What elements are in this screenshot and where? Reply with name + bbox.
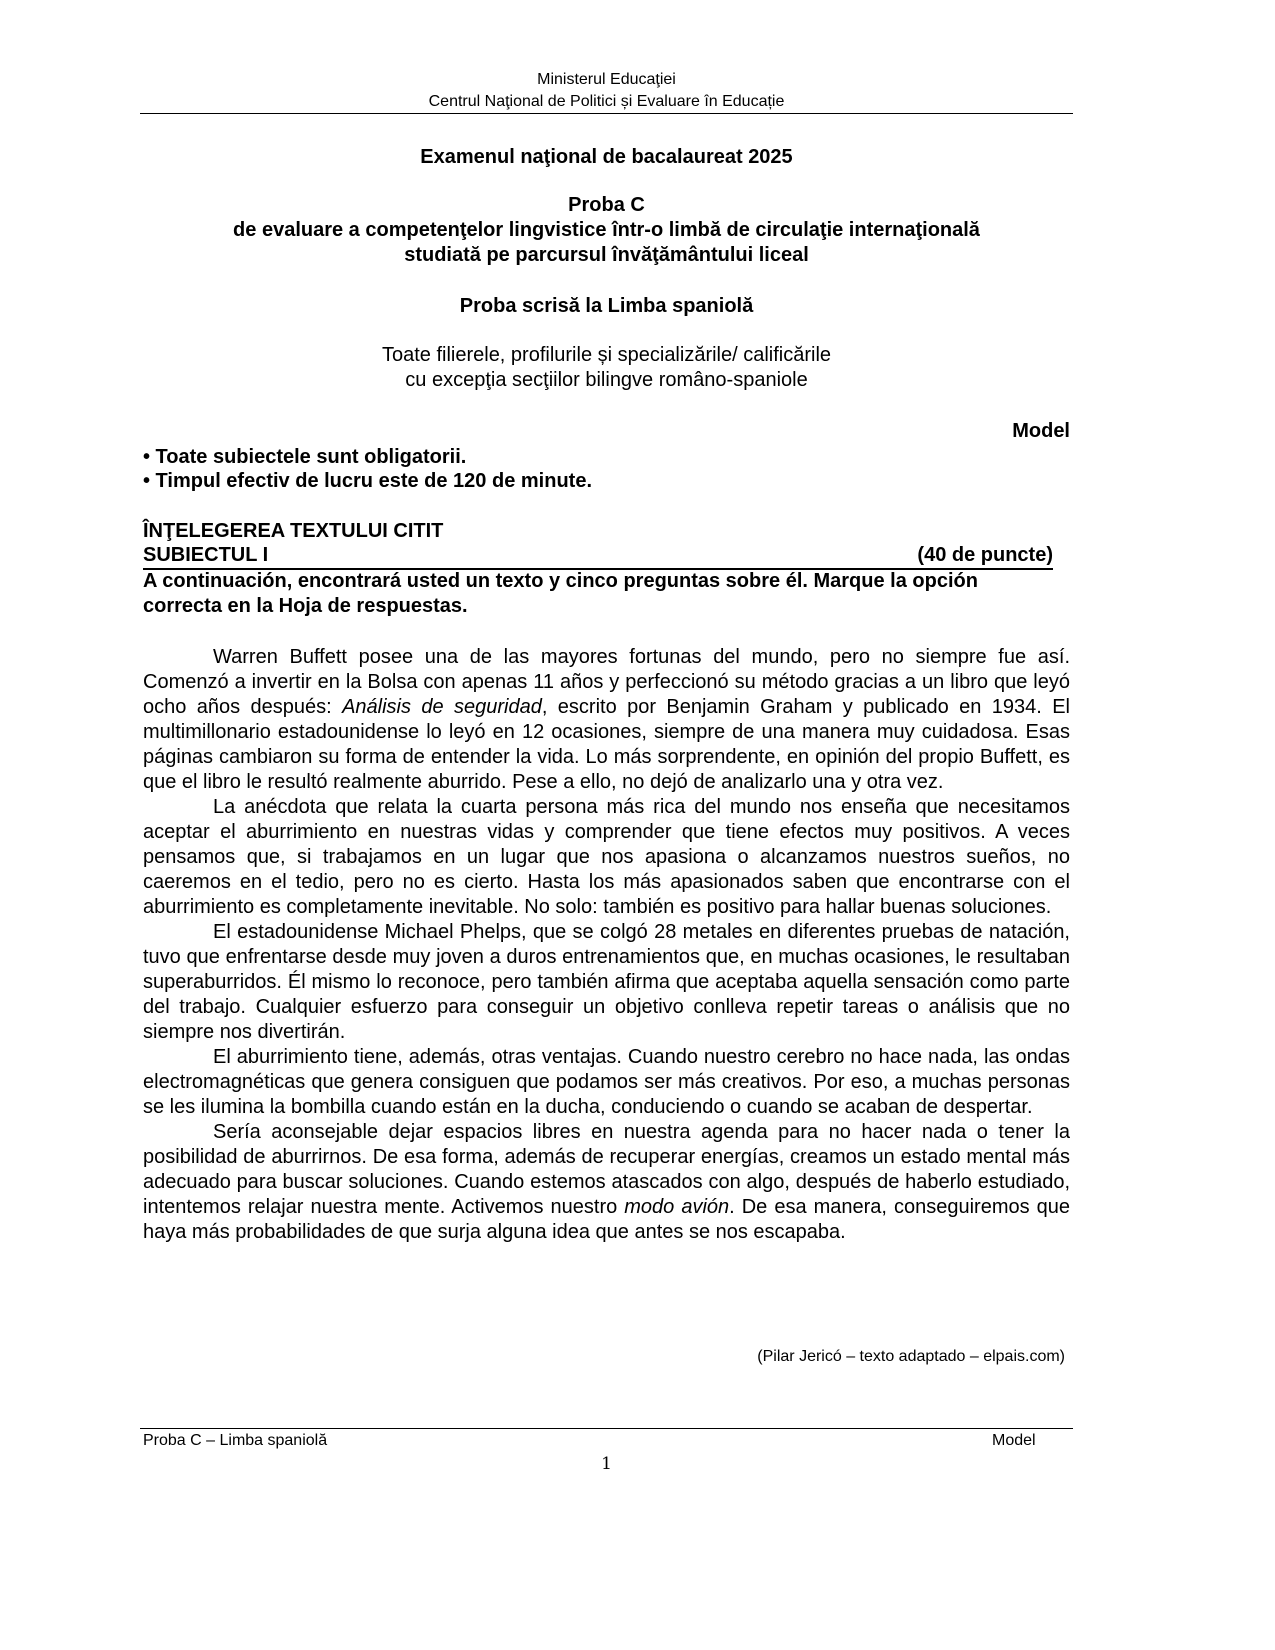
- text-segment: Warren Buffett posee una de las mayores fortunas del mundo, pero no siempre fue así. Comenzó a invertir en la Bolsa con apenas 11 años y perfeccionó su método gracias a un libro que leyó ocho años después:: [143, 646, 1070, 718]
- italic-phrase: modo avión: [624, 1196, 730, 1218]
- exam-title: Examenul naţional de bacalaureat 2025: [420, 146, 793, 168]
- ministry-name: Ministerul Educaţiei: [537, 71, 676, 88]
- scope-line-2: cu excepţia secţiilor bilingve româno-spaniole: [405, 369, 808, 391]
- subject-points: (40 de puncte): [917, 544, 1053, 566]
- paragraph-1: [143, 645, 1070, 795]
- subject-title: Proba scrisă la Limba spaniolă: [459, 295, 754, 317]
- footer-right: Model: [992, 1432, 1036, 1449]
- center-name: Centrul Naţional de Politici și Evaluare în Educație: [428, 93, 785, 110]
- reading-text: [143, 645, 1070, 1245]
- citation: (Pilar Jericó – texto adaptado – elpais.com): [757, 1348, 1065, 1365]
- footer-rule: [140, 1428, 1073, 1429]
- header-rule: [140, 113, 1073, 114]
- subject-label: SUBIECTUL I: [143, 544, 269, 566]
- book-title: Análisis de seguridad: [342, 696, 542, 718]
- text-segment: Sería aconsejable dejar espacios libres en nuestra agenda para no hacer nada o tener la posibilidad de aburrirnos. De esa forma, además de recuperar energías, creamos un estado mental más adecuado para buscar soluciones. Cuando estemos atascados con algo, después de haberlo estudiado, intentemos relajar nuestra mente. Activemos nuestro: [143, 1121, 1070, 1218]
- footer-left: Proba C – Limba spaniolă: [143, 1432, 328, 1449]
- paragraph-5: [143, 1120, 1070, 1245]
- page-number: 1: [601, 1454, 612, 1474]
- subject-line: [143, 543, 1053, 570]
- paragraph-4: El aburrimiento tiene, además, otras ventajas. Cuando nuestro cerebro no hace nada, las ondas electromagnéticas que genera consiguen que podamos ser más creativos. Por eso, a muchas personas se les ilumina la bombilla cuando están en la ducha, conduciendo o cuando se acaban de despertar.: [143, 1046, 1070, 1118]
- section-heading: ÎNŢELEGEREA TEXTULUI CITIT: [143, 520, 444, 542]
- proba-desc-1: de evaluare a competenţelor lingvistice într-o limbă de circulaţie internaţională: [233, 219, 980, 241]
- rule-2: • Timpul efectiv de lucru este de 120 de minute.: [143, 470, 592, 492]
- rule-1: • Toate subiectele sunt obligatorii.: [143, 446, 467, 468]
- instruction: A continuación, encontrará usted un texto y cinco preguntas sobre él. Marque la opción correcta en la Hoja de respuestas.: [143, 570, 978, 617]
- model-label: Model: [1012, 420, 1070, 442]
- text-segment: , escrito por Benjamin Graham y publicado en 1934. El multimillonario estadounidense lo leyó en 12 ocasiones, siempre de una manera muy cuidadosa. Esas páginas cambiaron su forma de entender la vida. Lo más sorprendente, en opinión del propio Buffett, es que el libro le resultó realmente aburrido. Pese a ello, no dejó de analizarlo una y otra vez.: [143, 696, 1070, 793]
- proba-title: Proba C: [568, 194, 645, 216]
- paragraph-3: El estadounidense Michael Phelps, que se colgó 28 metales en diferentes pruebas de natación, tuvo que enfrentarse desde muy joven a duros entrenamientos que, en muchas ocasiones, le resultaban superaburridos. Él mismo lo reconoce, pero también afirma que aceptaba aquella sensación como parte del trabajo. Cualquier esfuerzo para conseguir un objetivo conlleva repetir tareas o análisis que no siempre nos divertirán.: [143, 921, 1070, 1043]
- paragraph-2: La anécdota que relata la cuarta persona más rica del mundo nos enseña que necesitamos aceptar el aburrimiento en nuestras vidas y comprender que tiene efectos muy positivos. A veces pensamos que, si trabajamos en un lugar que nos apasiona o alcanzamos nuestros sueños, no caeremos en el tedio, pero no es cierto. Hasta los más apasionados saben que encontrarse con el aburrimiento es completamente inevitable. No solo: también es positivo para hallar buenas soluciones.: [143, 796, 1070, 918]
- proba-desc-2: studiată pe parcursul învăţământului liceal: [404, 244, 809, 266]
- text-segment: . De esa manera, conseguiremos que haya más probabilidades de que surja alguna idea que antes se nos escapaba.: [143, 1196, 1070, 1243]
- scope-line-1: Toate filierele, profilurile și specializările/ calificările: [381, 344, 832, 366]
